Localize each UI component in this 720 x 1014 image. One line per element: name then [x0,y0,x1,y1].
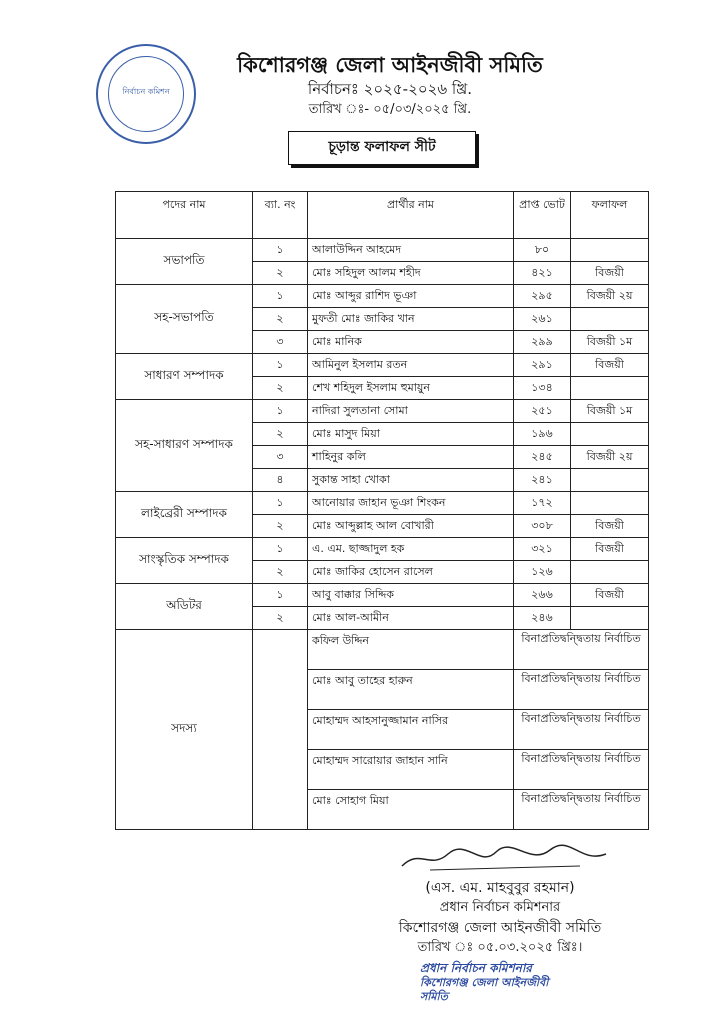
document-header [200,52,580,120]
ballot-cell: ১ [253,538,308,561]
votes-cell: ১৩৪ [514,377,571,400]
signatory-role: প্রধান নির্বাচন কমিশনার [439,900,561,915]
org-title: কিশোরগঞ্জ জেলা আইনজীবী সমিতি [237,53,543,77]
table-row [116,538,649,561]
ballot-cell: ২ [253,607,308,630]
candidate-cell: মোঃ আব্দুল্লাহ আল বোখারী [308,515,514,538]
candidate-cell: সুকান্ত সাহা খোকা [308,469,514,492]
member-name-cell: কফিল উদ্দিন [308,630,514,670]
signatory-name: (এস. এম. মাহবুবুর রহমান) [425,880,575,896]
header-position: পদের নাম [116,192,253,239]
ballot-cell: ১ [253,354,308,377]
table-row [116,239,649,262]
member-name-cell: মোহাম্মদ আহসানুজ্জামান নাসির [308,710,514,750]
votes-cell: ২৫১ [514,400,571,423]
result-cell [571,561,649,584]
header-date: তারিখ ঃ- ০৫/০৩/২০২৫ খ্রি. [308,102,472,117]
table-header-row [116,192,649,239]
ballot-cell: ১ [253,584,308,607]
stamp-line-2: কিশোরগঞ্জ জেলা আইনজীবী সমিতি [420,976,549,1003]
member-result-cell: বিনাপ্রতিদ্বন্দ্বিতায় নির্বাচিত [514,630,649,670]
candidate-cell: শাহিনুর কলি [308,446,514,469]
result-cell [571,308,649,331]
candidate-cell: মোঃ আব্দুর রাশিদ ভূঞা [308,285,514,308]
election-year: নির্বাচনঃ ২০২৫-২০২৬ খ্রি. [307,80,473,98]
candidate-cell: আনোয়ার জাহান ভূঞা শিংকন [308,492,514,515]
result-sheet-title: চূড়ান্ত ফলাফল সীট [288,131,476,165]
votes-cell: ৮০ [514,239,571,262]
header-ballot: ব্যা. নং [253,192,308,239]
ballot-cell: ২ [253,423,308,446]
candidate-cell: মুফতী মোঃ জাকির খান [308,308,514,331]
position-cell: অডিটর [116,584,253,630]
signature-scribble [400,844,610,872]
table-body [116,239,649,830]
votes-cell: ২৪১ [514,469,571,492]
result-cell [571,492,649,515]
votes-cell: ২৪৬ [514,607,571,630]
position-cell: সাংস্কৃতিক সম্পাদক [116,538,253,584]
signature [350,840,650,878]
votes-cell: ২৯১ [514,354,571,377]
votes-cell: ২৬১ [514,308,571,331]
table-row [116,354,649,377]
signature-date: তারিখ ঃ ০৫.০৩.২০২৫ খ্রিঃ। [417,940,583,955]
ballot-cell: ১ [253,285,308,308]
member-name-cell: মোঃ আবু তাহের হারুন [308,670,514,710]
result-cell: বিজয়ী [571,515,649,538]
position-cell: সদস্য [116,630,253,830]
ballot-cell: ১ [253,400,308,423]
result-cell: বিজয়ী ১ম [571,331,649,354]
result-cell [571,377,649,400]
seal-text: নির্বাচন কমিশন [122,87,170,96]
result-cell [571,607,649,630]
commission-seal [96,44,196,144]
result-cell: বিজয়ী [571,584,649,607]
ballot-cell-empty [253,630,308,830]
ballot-cell: ২ [253,262,308,285]
result-cell: বিজয়ী [571,262,649,285]
result-cell [571,469,649,492]
candidate-cell: মোঃ মানিক [308,331,514,354]
votes-cell: ২৪৫ [514,446,571,469]
member-row [116,630,649,670]
table-row [116,400,649,423]
votes-cell: ২৯৯ [514,331,571,354]
ballot-cell: ৪ [253,469,308,492]
member-result-cell: বিনাপ্রতিদ্বন্দ্বিতায় নির্বাচিত [514,670,649,710]
result-cell [571,423,649,446]
candidate-cell: মোঃ মাসুদ মিয়া [308,423,514,446]
ballot-cell: ২ [253,377,308,400]
stamp-line-1: প্রধান নির্বাচন কমিশনার [420,961,532,975]
table-row [116,285,649,308]
votes-cell: ৪২১ [514,262,571,285]
position-cell: সহ-সাধারণ সম্পাদক [116,400,253,492]
table-row [116,584,649,607]
result-cell: বিজয়ী ২য় [571,446,649,469]
official-stamp [420,960,570,1004]
ballot-cell: ২ [253,515,308,538]
candidate-cell: মোঃ আল-আমীন [308,607,514,630]
result-table [115,191,649,830]
ballot-cell: ১ [253,492,308,515]
candidate-cell: মোঃ জাকির হোসেন রাসেল [308,561,514,584]
votes-cell: ৩২১ [514,538,571,561]
position-cell: সভাপতি [116,239,253,285]
ballot-cell: ২ [253,308,308,331]
ballot-cell: ২ [253,561,308,584]
signature-block [350,840,650,958]
ballot-cell: ১ [253,239,308,262]
votes-cell: ২৬৬ [514,584,571,607]
header-result: ফলাফল [571,192,649,239]
votes-cell: ১২৬ [514,561,571,584]
votes-cell: ১৯৬ [514,423,571,446]
result-cell: বিজয়ী ২য় [571,285,649,308]
member-name-cell: মোঃ সোহাগ মিয়া [308,790,514,830]
candidate-cell: আবু বাক্কার সিদ্দিক [308,584,514,607]
header-candidate: প্রার্থীর নাম [308,192,514,239]
result-cell: বিজয়ী [571,538,649,561]
member-result-cell: বিনাপ্রতিদ্বন্দ্বিতায় নির্বাচিত [514,790,649,830]
signatory-org: কিশোরগঞ্জ জেলা আইনজীবী সমিতি [398,920,602,936]
votes-cell: ২৯৫ [514,285,571,308]
member-result-cell: বিনাপ্রতিদ্বন্দ্বিতায় নির্বাচিত [514,750,649,790]
ballot-cell: ৩ [253,446,308,469]
header-votes: প্রাপ্ত ভোট [514,192,571,239]
candidate-cell: নাদিরা সুলতানা সোমা [308,400,514,423]
result-cell: বিজয়ী [571,354,649,377]
ballot-cell: ৩ [253,331,308,354]
result-cell [571,239,649,262]
votes-cell: ৩০৮ [514,515,571,538]
candidate-cell: আমিনুল ইসলাম রতন [308,354,514,377]
votes-cell: ১৭২ [514,492,571,515]
member-name-cell: মোহাম্মদ সারোয়ার জাহান সানি [308,750,514,790]
table-row [116,492,649,515]
position-cell: সহ-সভাপতি [116,285,253,354]
candidate-cell: মোঃ সহিদুল আলম শহীদ [308,262,514,285]
result-cell: বিজয়ী ১ম [571,400,649,423]
member-result-cell: বিনাপ্রতিদ্বন্দ্বিতায় নির্বাচিত [514,710,649,750]
candidate-cell: শেখ শহিদুল ইসলাম হুমায়ুন [308,377,514,400]
candidate-cell: এ. এম. ছাজ্জাদুল হক [308,538,514,561]
position-cell: লাইব্রেরী সম্পাদক [116,492,253,538]
candidate-cell: আলাউদ্দিন আহমেদ [308,239,514,262]
position-cell: সাধারণ সম্পাদক [116,354,253,400]
